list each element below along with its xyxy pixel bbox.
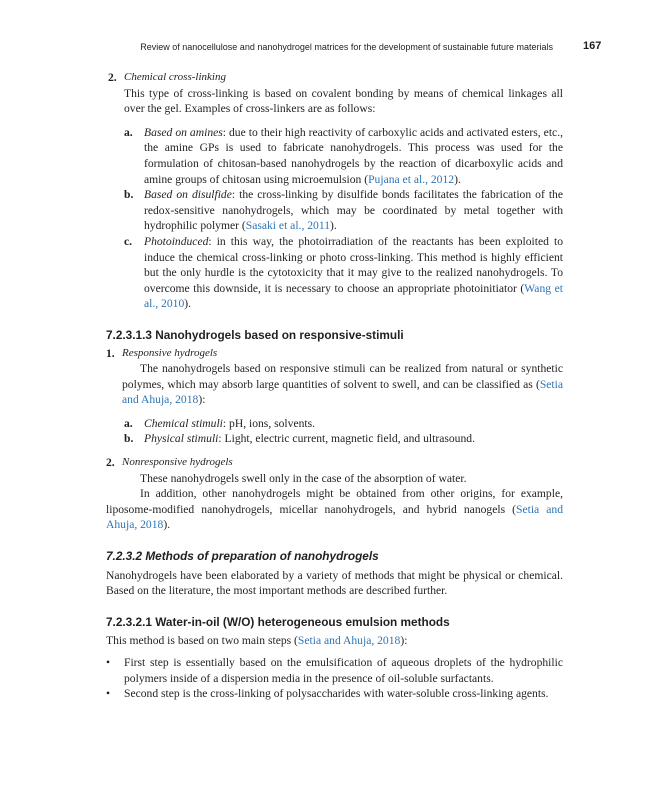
sublist-item-disulfide: b. Based on disulfide: the cross-linking by disulfide bonds facilitates the fabrication of the redox-sensitive nanohydrogels, which may be coordinated by metal together with hydrophilic polymer (Sasaki et al., 2011). (124, 188, 563, 233)
citation-link[interactable]: Setia and Ahuja, 2018 (297, 634, 401, 648)
running-header-title: Review of nanocellulose and nanohydrogel matrices for the development of sustainable future materials (140, 42, 553, 52)
citation-link[interactable]: Setia and Ahuja, 2018 (122, 377, 563, 407)
paragraph: This method is based on two main steps (Setia and Ahuja, 2018): (106, 634, 408, 648)
bullet-item: • First step is essentially based on the emulsification of aqueous droplets of the hydrophilic polymers inside of a dispersion media in the presence of oil-soluble surfactants. (106, 656, 563, 685)
sublist-item-amines: a. Based on amines: due to their high reactivity of carboxylic acids and activated esters, etc., the amine GPs is used to fabricate nanohydrogels. This process was used for the formulation of chitosan-based nanohydrogels by the reaction of dicarboxylic acids and amine groups of chitosan using microemulsion (Pujana et al., 2012). (124, 125, 563, 186)
paragraph: In addition, other nanohydrogels might be obtained from other origins, for example, liposome-modified nanohydrogels, micellar nanohydrogels, and hybrid nanogels (Setia and Ahuja, 2018). (106, 487, 563, 532)
list-item-body: These nanohydrogels swell only in the case of the absorption of water. (140, 471, 467, 485)
section-heading: 7.2.3.1.3 Nanohydrogels based on responsive-stimuli (106, 327, 404, 342)
running-header (0, 40, 648, 56)
list-item-chemical-cross-linking (108, 70, 563, 117)
bullet-item: • Second step is the cross-linking of polysaccharides with water-soluble cross-linking agents. (106, 687, 549, 701)
section-heading: 7.2.3.2 Methods of preparation of nanohydrogels (106, 549, 379, 564)
paragraph: Nanohydrogels have been elaborated by a variety of methods that might be physical or chemical. Based on the literature, the most important methods are described further. (106, 568, 563, 598)
citation-link[interactable]: Setia and Ahuja, 2018 (106, 502, 563, 532)
citation-link[interactable]: Wang et al., 2010 (144, 281, 563, 311)
bullet-icon: • (106, 687, 111, 701)
list-item-responsive-hydrogels: 1. Responsive hydrogels The nanohydrogels based on responsive stimuli can be realized from natural or synthetic polymes, which may absorb large quantities of solvent to swell, and can be classified as (Setia and Ahuja, 2018): (106, 346, 563, 407)
sublist-item-chemical-stimuli: a. Chemical stimuli: pH, ions, solvents. (124, 416, 316, 430)
list-item-title: Chemical cross-linking (124, 71, 226, 83)
page-body (108, 70, 563, 702)
list-item-title: Nonresponsive hydrogels (122, 456, 233, 469)
list-item-body: This type of cross-linking is based on covalent bonding by means of chemical linkages all over the gel. Examples of cross-linkers are as follows: (124, 86, 563, 116)
bullet-icon: • (106, 656, 111, 669)
list-number: 2. (108, 71, 117, 84)
page-number: 167 (583, 40, 602, 52)
list-item-title: Responsive hydrogels (122, 346, 218, 359)
citation-link[interactable]: Sasaki et al., 2011 (245, 219, 331, 233)
citation-link[interactable]: Pujana et al., 2012 (368, 172, 455, 186)
section-heading: 7.2.3.2.1 Water-in-oil (W/O) heterogeneous emulsion methods (106, 614, 450, 629)
sublist-item-photoinduced: c. Photoinduced: in this way, the photoirradiation of the reactants has been exploited to induce the chemical cross-linking or photo cross-linking. This method is highly efficient but the only hurdle is the cytotoxicity that it may give to the realized nanohydrogels. To overcome this downside, it is necessary to choose an appropriate photoinitiator (Wang et al., 2010). (124, 234, 563, 311)
sublist-item-physical-stimuli: b. Physical stimuli: Light, electric current, magnetic field, and ultrasound. (124, 432, 475, 446)
list-item-nonresponsive-hydrogels: 2. Nonresponsive hydrogels These nanohydrogels swell only in the case of the absorption of water. (106, 455, 563, 486)
list-item-body: The nanohydrogels based on responsive stimuli can be realized from natural or synthetic polymes, which may absorb large quantities of solvent to swell, and can be classified as (Setia and Ahuja, 2018): (122, 362, 563, 407)
